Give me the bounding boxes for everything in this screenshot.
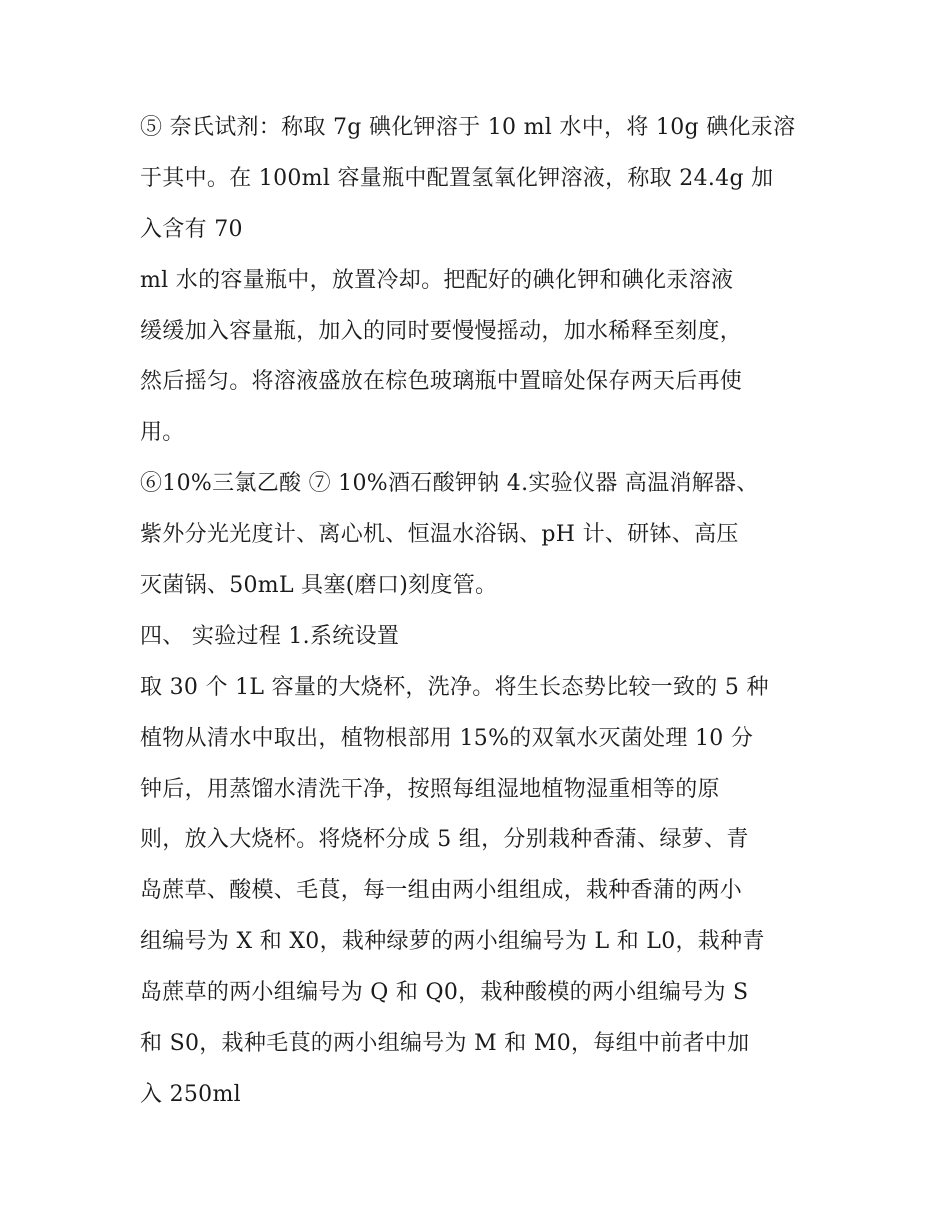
text-line: ⑤ 奈氏试剂：称取 7g 碘化钾溶于 10 ml 水中，将 10g 碘化汞溶 bbox=[140, 115, 796, 140]
document-body bbox=[140, 103, 820, 1121]
text-line: 于其中。在 100ml 容量瓶中配置氢氧化钾溶液，称取 24.4g 加 bbox=[140, 165, 774, 191]
text-line: 用。 bbox=[140, 420, 185, 446]
text-line: 入含有 70 bbox=[140, 216, 243, 242]
text-line: 然后摇匀。将溶液盛放在棕色玻璃瓶中置暗处保存两天后再使 bbox=[140, 369, 743, 395]
text-line: 钟后，用蒸馏水清洗干净，按照每组湿地植物湿重相等的原 bbox=[140, 776, 720, 802]
text-line: 组编号为 X 和 X0，栽种绿萝的两小组编号为 L 和 L0，栽种青 bbox=[140, 929, 765, 955]
text-line: 则，放入大烧杯。将烧杯分成 5 组，分别栽种香蒲、绿萝、青 bbox=[140, 827, 749, 853]
text-line: ⑥10%三氯乙酸 ⑦ 10%酒石酸钾钠 4.实验仪器 高温消解器、 bbox=[140, 471, 759, 497]
text-line: 植物从清水中取出，植物根部用 15%的双氧水灭菌处理 10 分 bbox=[140, 725, 754, 751]
text-line: 岛蔗草、酸模、毛茛，每一组由两小组组成，栽种香蒲的两小 bbox=[140, 878, 743, 904]
section-heading: 四、 实验过程 1.系统设置 bbox=[140, 623, 400, 649]
text-line: 岛蔗草的两小组编号为 Q 和 Q0，栽种酸模的两小组编号为 S bbox=[140, 980, 749, 1006]
text-line: 灭菌锅、50mL 具塞(磨口)刻度管。 bbox=[140, 573, 498, 599]
text-line: 和 S0，栽种毛茛的两小组编号为 M 和 M0，每组中前者中加 bbox=[140, 1031, 750, 1057]
text-line: 缓缓加入容量瓶，加入的同时要慢慢摇动，加水稀释至刻度， bbox=[140, 318, 743, 344]
text-line: 入 250ml bbox=[140, 1081, 241, 1107]
text-line: 紫外分光光度计、离心机、恒温水浴锅、pH 计、研钵、高压 bbox=[140, 522, 739, 548]
text-line: ml 水的容量瓶中，放置冷却。把配好的碘化钾和碘化汞溶液 bbox=[140, 267, 734, 293]
text-line: 取 30 个 1L 容量的大烧杯，洗净。将生长态势比较一致的 5 种 bbox=[140, 674, 769, 700]
